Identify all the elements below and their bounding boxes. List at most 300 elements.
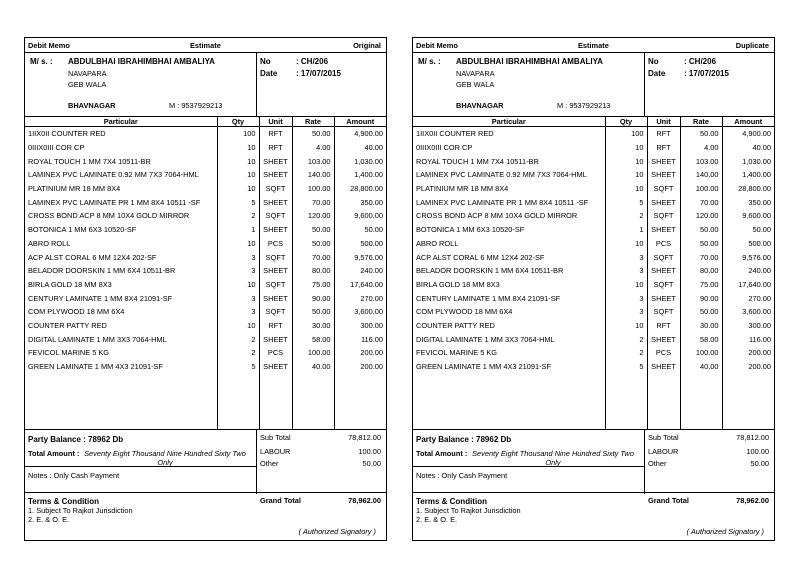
cell-rate: 100.00 <box>292 346 334 360</box>
cell-qty: 5 <box>217 360 259 374</box>
memo-date: : 17/07/2015 <box>296 69 341 78</box>
cell-particular: ROYAL TOUCH 1 MM 7X4 10511-BR <box>416 156 539 166</box>
grand-total-row <box>257 492 386 507</box>
cell-unit: RFT <box>259 141 292 155</box>
table-row <box>25 250 386 264</box>
totals-section <box>25 429 386 494</box>
column-header: Qty <box>217 116 259 127</box>
table-row <box>25 264 386 278</box>
cell-unit: SQFT <box>259 182 292 196</box>
sub-total-value: 78,812.00 <box>348 433 381 442</box>
cell-amount: 200.00 <box>722 346 774 360</box>
cell-rate: 50.00 <box>292 223 334 237</box>
other-value: 50.00 <box>750 459 769 468</box>
cell-particular: 0IIIX0III COR CP <box>28 143 85 153</box>
sub-total-label: Sub Total <box>648 433 679 442</box>
cell-rate: 75.00 <box>292 278 334 292</box>
total-amount-label: Total Amount : <box>416 449 468 458</box>
table-row <box>25 223 386 237</box>
total-amount-words: Seventy Eight Thousand Nine Hundred Sixty Two Only <box>472 449 634 467</box>
cell-qty: 5 <box>605 360 647 374</box>
table-row <box>413 141 774 155</box>
cell-particular: GREEN LAMINATE 1 MM 4X3 21091-SF <box>416 362 551 372</box>
cell-unit: SQFT <box>259 278 292 292</box>
cell-unit: SHEET <box>647 291 680 305</box>
cell-particular: 0IIIX0III COR CP <box>416 143 473 153</box>
cell-rate: 40.00 <box>680 360 722 374</box>
cell-particular: FEVICOL MARINE 5 KG <box>416 348 498 358</box>
cell-particular: ABRO ROLL <box>28 238 71 248</box>
memo-type: Estimate <box>578 41 609 50</box>
terms-line-2: 2. E. & O. E. <box>28 515 70 524</box>
cell-qty: 3 <box>217 305 259 319</box>
cell-rate: 70.00 <box>292 250 334 264</box>
cell-rate: 100.00 <box>680 182 722 196</box>
terms-heading: Terms & Condition <box>28 497 99 506</box>
cell-qty: 3 <box>217 264 259 278</box>
cell-unit: RFT <box>259 319 292 333</box>
empty-cell <box>292 373 334 429</box>
cell-qty: 10 <box>605 182 647 196</box>
memo-date: : 17/07/2015 <box>684 69 729 78</box>
cell-qty: 10 <box>217 182 259 196</box>
cell-amount: 300.00 <box>334 319 386 333</box>
cell-particular: COUNTER PATTY RED <box>416 320 495 330</box>
table-filler-row <box>413 373 774 429</box>
notes: Notes : Only Cash Payment <box>416 471 508 480</box>
cell-qty: 2 <box>217 346 259 360</box>
cell-particular: LAMINEX PVC LAMINATE 0.92 MM 7X3 7064-HML <box>28 170 199 180</box>
table-row <box>25 141 386 155</box>
cell-rate: 30.00 <box>292 319 334 333</box>
cell-rate: 50.00 <box>680 237 722 251</box>
cell-particular: COUNTER PATTY RED <box>28 320 107 330</box>
table-row <box>413 278 774 292</box>
memo-header <box>25 38 386 53</box>
cell-unit: SHEET <box>259 332 292 346</box>
cell-unit: PCS <box>259 237 292 251</box>
table-row <box>413 360 774 374</box>
cell-rate: 50.00 <box>292 305 334 319</box>
authorized-signatory: ( Authorized Signatory ) <box>298 527 376 536</box>
cell-qty: 3 <box>217 291 259 305</box>
party-divider <box>644 52 645 116</box>
table-row <box>25 305 386 319</box>
table-row <box>25 209 386 223</box>
memo-title: Debit Memo <box>28 41 70 50</box>
cell-unit: RFT <box>647 141 680 155</box>
party-prefix: M/ s. : <box>30 57 53 66</box>
cell-amount: 9,576.00 <box>722 250 774 264</box>
cell-rate: 4.00 <box>680 141 722 155</box>
grand-total-value: 78,962.00 <box>736 496 769 505</box>
party-city: BHAVNAGAR <box>68 101 116 110</box>
cell-rate: 90.00 <box>680 291 722 305</box>
items-header-row <box>25 116 386 127</box>
table-row <box>413 195 774 209</box>
table-row <box>25 182 386 196</box>
cell-qty: 2 <box>605 346 647 360</box>
cell-rate: 40.00 <box>292 360 334 374</box>
cell-qty: 2 <box>605 209 647 223</box>
cell-rate: 50.00 <box>680 127 722 141</box>
cell-amount: 270.00 <box>334 291 386 305</box>
cell-unit: SHEET <box>259 154 292 168</box>
notes-divider <box>25 466 256 467</box>
memo-date-label: Date <box>648 69 666 78</box>
cell-unit: SHEET <box>647 264 680 278</box>
other-value: 50.00 <box>362 459 381 468</box>
cell-rate: 75.00 <box>680 278 722 292</box>
table-row <box>413 209 774 223</box>
terms-section <box>416 497 521 524</box>
cell-particular: CROSS BOND ACP 8 MM 10X4 GOLD MIRROR <box>416 211 578 221</box>
party-address-line-2: GEB WALA <box>456 80 495 89</box>
cell-amount: 40.00 <box>334 141 386 155</box>
labour-value: 100.00 <box>746 447 769 456</box>
cell-particular: FEVICOL MARINE 5 KG <box>28 348 110 358</box>
cell-qty: 3 <box>605 250 647 264</box>
cell-rate: 100.00 <box>680 346 722 360</box>
cell-unit: SHEET <box>259 168 292 182</box>
table-row <box>25 127 386 141</box>
cell-unit: PCS <box>647 237 680 251</box>
cell-rate: 103.00 <box>292 154 334 168</box>
cell-unit: SHEET <box>647 195 680 209</box>
column-header: Rate <box>680 116 722 127</box>
debit-memo <box>412 37 775 541</box>
column-header: Qty <box>605 116 647 127</box>
memo-number-label: No <box>648 57 659 66</box>
cell-unit: RFT <box>259 127 292 141</box>
table-row <box>413 127 774 141</box>
cell-particular: BIRLA GOLD 18 MM 8X3 <box>28 279 112 289</box>
cell-amount: 3,600.00 <box>334 305 386 319</box>
cell-particular: GREEN LAMINATE 1 MM 4X3 21091-SF <box>28 362 163 372</box>
notes: Notes : Only Cash Payment <box>28 471 120 480</box>
empty-cell <box>647 373 680 429</box>
cell-unit: SQFT <box>259 250 292 264</box>
cell-rate: 50.00 <box>680 305 722 319</box>
totals-divider <box>644 430 645 494</box>
table-row <box>413 319 774 333</box>
cell-qty: 10 <box>217 168 259 182</box>
terms-line-1: 1. Subject To Rajkot Jurisdiction <box>28 506 133 515</box>
party-mobile: M : 9537929213 <box>169 101 223 110</box>
cell-particular: DIGITAL LAMINATE 1 MM 3X3 7064-HML <box>416 334 555 344</box>
cell-particular: ROYAL TOUCH 1 MM 7X4 10511-BR <box>28 156 151 166</box>
cell-qty: 10 <box>605 319 647 333</box>
terms-heading: Terms & Condition <box>416 497 487 506</box>
table-row <box>413 291 774 305</box>
cell-qty: 5 <box>217 195 259 209</box>
cell-qty: 10 <box>217 237 259 251</box>
terms-line-2: 2. E. & O. E. <box>416 515 458 524</box>
column-header: Unit <box>259 116 292 127</box>
party-balance: Party Balance : 78962 Db <box>28 435 124 444</box>
cell-qty: 10 <box>605 168 647 182</box>
cell-amount: 116.00 <box>722 332 774 346</box>
cell-unit: SHEET <box>259 291 292 305</box>
cell-amount: 500.00 <box>334 237 386 251</box>
grand-total-label: Grand Total <box>648 496 689 505</box>
cell-rate: 50.00 <box>292 237 334 251</box>
cell-amount: 3,600.00 <box>722 305 774 319</box>
empty-cell <box>334 373 386 429</box>
cell-amount: 28,800.00 <box>722 182 774 196</box>
cell-particular: ACP ALST CORAL 6 MM 12X4 202-SF <box>416 252 545 262</box>
memo-title: Debit Memo <box>416 41 458 50</box>
cell-rate: 70.00 <box>292 195 334 209</box>
cell-amount: 1,400.00 <box>722 168 774 182</box>
table-row <box>25 195 386 209</box>
cell-unit: SQFT <box>259 209 292 223</box>
cell-unit: SQFT <box>647 278 680 292</box>
cell-amount: 40.00 <box>722 141 774 155</box>
cell-rate: 140.00 <box>680 168 722 182</box>
totals-divider <box>256 430 257 494</box>
party-section <box>25 52 386 117</box>
memo-number: : CH/206 <box>684 57 717 66</box>
cell-qty: 3 <box>605 291 647 305</box>
cell-particular: CENTURY LAMINATE 1 MM 8X4 21091-SF <box>28 293 173 303</box>
cell-unit: SHEET <box>647 154 680 168</box>
cell-unit: SQFT <box>647 250 680 264</box>
cell-unit: PCS <box>259 346 292 360</box>
debit-memo <box>24 37 387 541</box>
cell-particular: CROSS BOND ACP 8 MM 10X4 GOLD MIRROR <box>28 211 190 221</box>
table-row <box>25 360 386 374</box>
memo-copy-label: Original <box>353 41 381 50</box>
cell-particular: BELADOR DOORSKIN 1 MM 6X4 10511-BR <box>28 266 176 276</box>
cell-amount: 240.00 <box>722 264 774 278</box>
cell-unit: SQFT <box>647 182 680 196</box>
cell-amount: 50.00 <box>722 223 774 237</box>
cell-qty: 100 <box>217 127 259 141</box>
cell-unit: SHEET <box>647 360 680 374</box>
column-header: Amount <box>722 116 774 127</box>
sub-total-label: Sub Total <box>260 433 291 442</box>
sub-total-value: 78,812.00 <box>736 433 769 442</box>
column-header: Particular <box>25 116 217 127</box>
table-row <box>25 291 386 305</box>
column-header: Amount <box>334 116 386 127</box>
cell-qty: 10 <box>217 319 259 333</box>
cell-unit: RFT <box>647 319 680 333</box>
total-amount-words: Seventy Eight Thousand Nine Hundred Sixty Two Only <box>84 449 246 467</box>
cell-unit: RFT <box>647 127 680 141</box>
cell-amount: 350.00 <box>334 195 386 209</box>
items-table <box>25 116 386 429</box>
party-city: BHAVNAGAR <box>456 101 504 110</box>
cell-particular: BOTONICA 1 MM 6X3 10520-SF <box>416 225 525 235</box>
cell-particular: ACP ALST CORAL 6 MM 12X4 202-SF <box>28 252 157 262</box>
table-row <box>413 154 774 168</box>
cell-qty: 1 <box>605 223 647 237</box>
table-row <box>25 278 386 292</box>
cell-rate: 120.00 <box>292 209 334 223</box>
cell-qty: 3 <box>217 250 259 264</box>
party-address-line-1: NAVAPARA <box>68 69 107 78</box>
table-row <box>413 250 774 264</box>
cell-amount: 200.00 <box>334 360 386 374</box>
cell-particular: LAMINEX PVC LAMINATE PR 1 MM 8X4 10511 -SF <box>28 197 201 207</box>
memo-copy-label: Duplicate <box>735 41 769 50</box>
memo-type: Estimate <box>190 41 221 50</box>
cell-amount: 1,400.00 <box>334 168 386 182</box>
labour-value: 100.00 <box>358 447 381 456</box>
cell-qty: 100 <box>605 127 647 141</box>
cell-rate: 103.00 <box>680 154 722 168</box>
party-section <box>413 52 774 117</box>
cell-qty: 3 <box>605 264 647 278</box>
cell-qty: 10 <box>217 278 259 292</box>
cell-particular: 1IIX0II COUNTER RED <box>416 129 494 139</box>
cell-qty: 10 <box>217 154 259 168</box>
cell-unit: SQFT <box>647 209 680 223</box>
cell-rate: 4.00 <box>292 141 334 155</box>
grand-total-row <box>645 492 774 507</box>
cell-qty: 10 <box>217 141 259 155</box>
cell-particular: BIRLA GOLD 18 MM 8X3 <box>416 279 500 289</box>
cell-rate: 50.00 <box>292 127 334 141</box>
other-label: Other <box>648 459 667 468</box>
table-row <box>25 332 386 346</box>
table-row <box>413 332 774 346</box>
cell-unit: SQFT <box>259 305 292 319</box>
cell-amount: 270.00 <box>722 291 774 305</box>
party-balance: Party Balance : 78962 Db <box>416 435 512 444</box>
empty-cell <box>259 373 292 429</box>
cell-unit: SQFT <box>647 305 680 319</box>
cell-qty: 10 <box>605 141 647 155</box>
table-filler-row <box>25 373 386 429</box>
terms-divider <box>413 492 774 493</box>
cell-particular: 1IIX0II COUNTER RED <box>28 129 106 139</box>
cell-qty: 10 <box>605 237 647 251</box>
cell-amount: 1,030.00 <box>722 154 774 168</box>
table-row <box>413 237 774 251</box>
labour-label: LABOUR <box>648 447 679 456</box>
cell-particular: BELADOR DOORSKIN 1 MM 6X4 10511-BR <box>416 266 564 276</box>
items-table <box>413 116 774 429</box>
cell-rate: 70.00 <box>680 195 722 209</box>
cell-amount: 50.00 <box>334 223 386 237</box>
table-row <box>25 346 386 360</box>
memo-header <box>413 38 774 53</box>
cell-rate: 50.00 <box>680 223 722 237</box>
cell-amount: 28,800.00 <box>334 182 386 196</box>
cell-qty: 3 <box>605 305 647 319</box>
cell-qty: 5 <box>605 195 647 209</box>
cell-rate: 90.00 <box>292 291 334 305</box>
cell-amount: 17,640.00 <box>334 278 386 292</box>
items-header-row <box>413 116 774 127</box>
column-header: Unit <box>647 116 680 127</box>
table-row <box>413 346 774 360</box>
cell-amount: 4,900.00 <box>722 127 774 141</box>
cell-rate: 140.00 <box>292 168 334 182</box>
column-header: Rate <box>292 116 334 127</box>
empty-cell <box>217 373 259 429</box>
table-row <box>25 237 386 251</box>
cell-unit: SHEET <box>259 195 292 209</box>
cell-unit: SHEET <box>647 332 680 346</box>
cell-qty: 2 <box>217 332 259 346</box>
cell-rate: 30.00 <box>680 319 722 333</box>
empty-cell <box>413 373 605 429</box>
cell-rate: 120.00 <box>680 209 722 223</box>
cell-amount: 9,576.00 <box>334 250 386 264</box>
memo-number-label: No <box>260 57 271 66</box>
cell-amount: 350.00 <box>722 195 774 209</box>
cell-particular: DIGITAL LAMINATE 1 MM 3X3 7064-HML <box>28 334 167 344</box>
party-name: ABDULBHAI IBRAHIMBHAI AMBALIYA <box>456 57 603 66</box>
cell-amount: 9,600.00 <box>722 209 774 223</box>
cell-rate: 100.00 <box>292 182 334 196</box>
cell-unit: SHEET <box>647 223 680 237</box>
notes-divider <box>413 466 644 467</box>
party-name: ABDULBHAI IBRAHIMBHAI AMBALIYA <box>68 57 215 66</box>
empty-cell <box>605 373 647 429</box>
cell-qty: 10 <box>605 154 647 168</box>
cell-qty: 1 <box>217 223 259 237</box>
cell-rate: 70.00 <box>680 250 722 264</box>
authorized-signatory: ( Authorized Signatory ) <box>686 527 764 536</box>
cell-rate: 80.00 <box>292 264 334 278</box>
column-header: Particular <box>413 116 605 127</box>
cell-particular: ABRO ROLL <box>416 238 459 248</box>
party-address-line-1: NAVAPARA <box>456 69 495 78</box>
labour-label: LABOUR <box>260 447 291 456</box>
cell-rate: 58.00 <box>680 332 722 346</box>
terms-line-1: 1. Subject To Rajkot Jurisdiction <box>416 506 521 515</box>
table-row <box>413 305 774 319</box>
cell-amount: 200.00 <box>722 360 774 374</box>
grand-total-label: Grand Total <box>260 496 301 505</box>
cell-qty: 2 <box>217 209 259 223</box>
memo-date-label: Date <box>260 69 278 78</box>
cell-particular: PLATINIUM MR 18 MM 8X4 <box>28 184 121 194</box>
cell-amount: 200.00 <box>334 346 386 360</box>
cell-particular: PLATINIUM MR 18 MM 8X4 <box>416 184 509 194</box>
table-row <box>413 182 774 196</box>
table-row <box>413 264 774 278</box>
table-row <box>413 168 774 182</box>
cell-unit: SHEET <box>647 168 680 182</box>
party-mobile: M : 9537929213 <box>557 101 611 110</box>
grand-total-value: 78,962.00 <box>348 496 381 505</box>
terms-divider <box>25 492 386 493</box>
cell-particular: COM PLYWOOD 18 MM 6X4 <box>416 307 513 317</box>
cell-particular: COM PLYWOOD 18 MM 6X4 <box>28 307 125 317</box>
empty-cell <box>25 373 217 429</box>
cell-particular: LAMINEX PVC LAMINATE 0.92 MM 7X3 7064-HML <box>416 170 587 180</box>
cell-unit: SHEET <box>259 360 292 374</box>
cell-qty: 10 <box>605 278 647 292</box>
cell-amount: 116.00 <box>334 332 386 346</box>
total-amount-label: Total Amount : <box>28 449 80 458</box>
cell-qty: 2 <box>605 332 647 346</box>
other-label: Other <box>260 459 279 468</box>
table-row <box>413 223 774 237</box>
cell-amount: 300.00 <box>722 319 774 333</box>
cell-particular: LAMINEX PVC LAMINATE PR 1 MM 8X4 10511 -SF <box>416 197 589 207</box>
cell-particular: BOTONICA 1 MM 6X3 10520-SF <box>28 225 137 235</box>
cell-amount: 9,600.00 <box>334 209 386 223</box>
cell-amount: 17,640.00 <box>722 278 774 292</box>
cell-unit: SHEET <box>259 264 292 278</box>
